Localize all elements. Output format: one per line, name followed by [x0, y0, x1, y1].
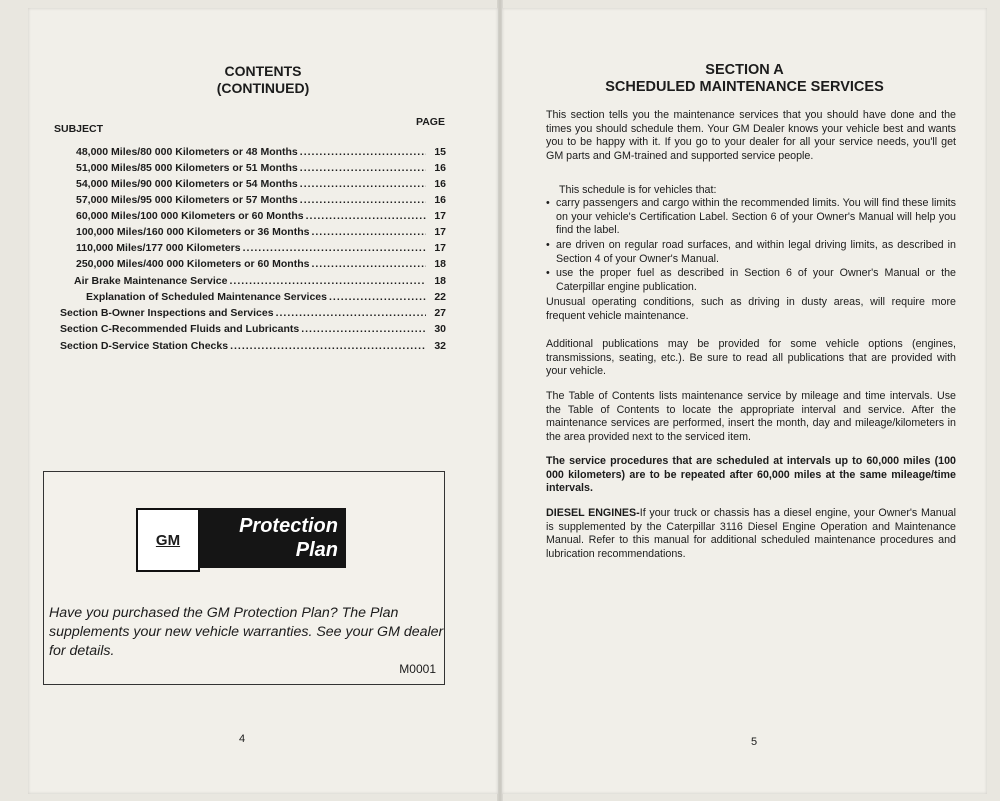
- protection-plan-logo: Protection Plan: [200, 508, 346, 568]
- protection-plan-box: [43, 471, 445, 685]
- repeat-intervals-paragraph: The service procedures that are scheduled at intervals up to 60,000 miles (100 000 kilometers) are to be repeated after 60,000 miles at the same mileage/time intervals.: [546, 455, 956, 495]
- toc-entry[interactable]: 48,000 Miles/80 000 Kilometers or 48 Months ..... 15: [76, 146, 446, 162]
- section-heading: SECTION A: [705, 62, 784, 78]
- page-number-right: 5: [751, 736, 758, 748]
- promo-text: Have you purchased the GM Protection Plan? The Plan supplements your new vehicle warranties. See your GM dealer for details.: [49, 605, 444, 659]
- toc-entry[interactable]: 60,000 Miles/100 000 Kilometers or 60 Months ..... 17: [76, 210, 446, 226]
- toc-entry[interactable]: 110,000 Miles/177 000 Kilometers ..... 17: [76, 242, 446, 258]
- section-title: SCHEDULED MAINTENANCE SERVICES: [605, 79, 884, 95]
- list-item: • use the proper fuel as described in Section 6 of your Owner's Manual or the Caterpillar engine publication.: [546, 267, 956, 293]
- list-item: • are driven on regular road surfaces, and within legal driving limits, as described in Section 4 of your Owner's Manual.: [546, 239, 956, 265]
- right-page: [502, 8, 987, 794]
- contents-subheading: (CONTINUED): [216, 80, 310, 96]
- page-number-left: 4: [239, 733, 246, 745]
- subject-label: SUBJECT: [54, 123, 104, 135]
- toc-entry[interactable]: 51,000 Miles/85 000 Kilometers or 51 Months ..... 16: [76, 162, 446, 178]
- page-column-label: PAGE: [416, 116, 445, 128]
- diesel-engines-paragraph: DIESEL ENGINES-If your truck or chassis has a diesel engine, your Owner's Manual is supplemented by the Caterpillar 3116 Diesel Engine Operation and Maintenance Manual. Refer to this manual for additional scheduled maintenance procedures and lubrication recommendations.: [546, 507, 957, 560]
- left-page: [28, 8, 498, 794]
- toc-entry[interactable]: 250,000 Miles/400 000 Kilometers or 60 Months ..... 18: [76, 258, 446, 274]
- schedule-intro: This schedule is for vehicles that:: [559, 184, 717, 196]
- toc-entry[interactable]: Explanation of Scheduled Maintenance Services ..... 22: [86, 291, 446, 307]
- operating-conditions-paragraph: Unusual operating conditions, such as driving in dusty areas, will require more frequent vehicle maintenance.: [546, 296, 956, 322]
- contents-heading: CONTENTS: [224, 63, 302, 79]
- toc-entry[interactable]: Section D-Service Station Checks ..... 32: [60, 340, 446, 356]
- publications-paragraph: Additional publications may be provided for some vehicle options (engines, transmissions, seating, etc.). Be sure to read all publications that are provided with your vehicle.: [546, 338, 956, 378]
- toc-entry[interactable]: 57,000 Miles/95 000 Kilometers or 57 Months ..... 16: [76, 194, 446, 210]
- promo-code: M0001: [399, 662, 436, 676]
- intro-paragraph: This section tells you the maintenance services that you should have done and the times you should schedule them. Your GM Dealer knows your vehicle best and wants you to be happy with it. If you go to your dealer for all your service needs, you'll get GM parts and GM-trained and supported service people.: [546, 109, 956, 162]
- list-item: • carry passengers and cargo within the recommended limits. You will find these limits on your vehicle's Certification Label. Section 6 of your Owner's Manual will help you find the label.: [546, 197, 956, 237]
- toc-entry[interactable]: Air Brake Maintenance Service ..... 18: [74, 275, 446, 291]
- toc-entry[interactable]: 54,000 Miles/90 000 Kilometers or 54 Months ..... 16: [76, 178, 446, 194]
- toc-entry[interactable]: Section B-Owner Inspections and Services ..... 27: [60, 307, 446, 323]
- table-of-contents-paragraph: The Table of Contents lists maintenance service by mileage and time intervals. Use the Table of Contents to locate the appropriate interval and service. After the maintenance services are performed, insert the month, day and mileage/kilometers in the area provided next to the serviced item.: [546, 390, 956, 443]
- toc-entry[interactable]: 100,000 Miles/160 000 Kilometers or 36 Months ..... 17: [76, 226, 446, 242]
- toc-entry[interactable]: Section C-Recommended Fluids and Lubricants ..... 30: [60, 323, 446, 339]
- gm-logo-icon: GM: [136, 508, 200, 572]
